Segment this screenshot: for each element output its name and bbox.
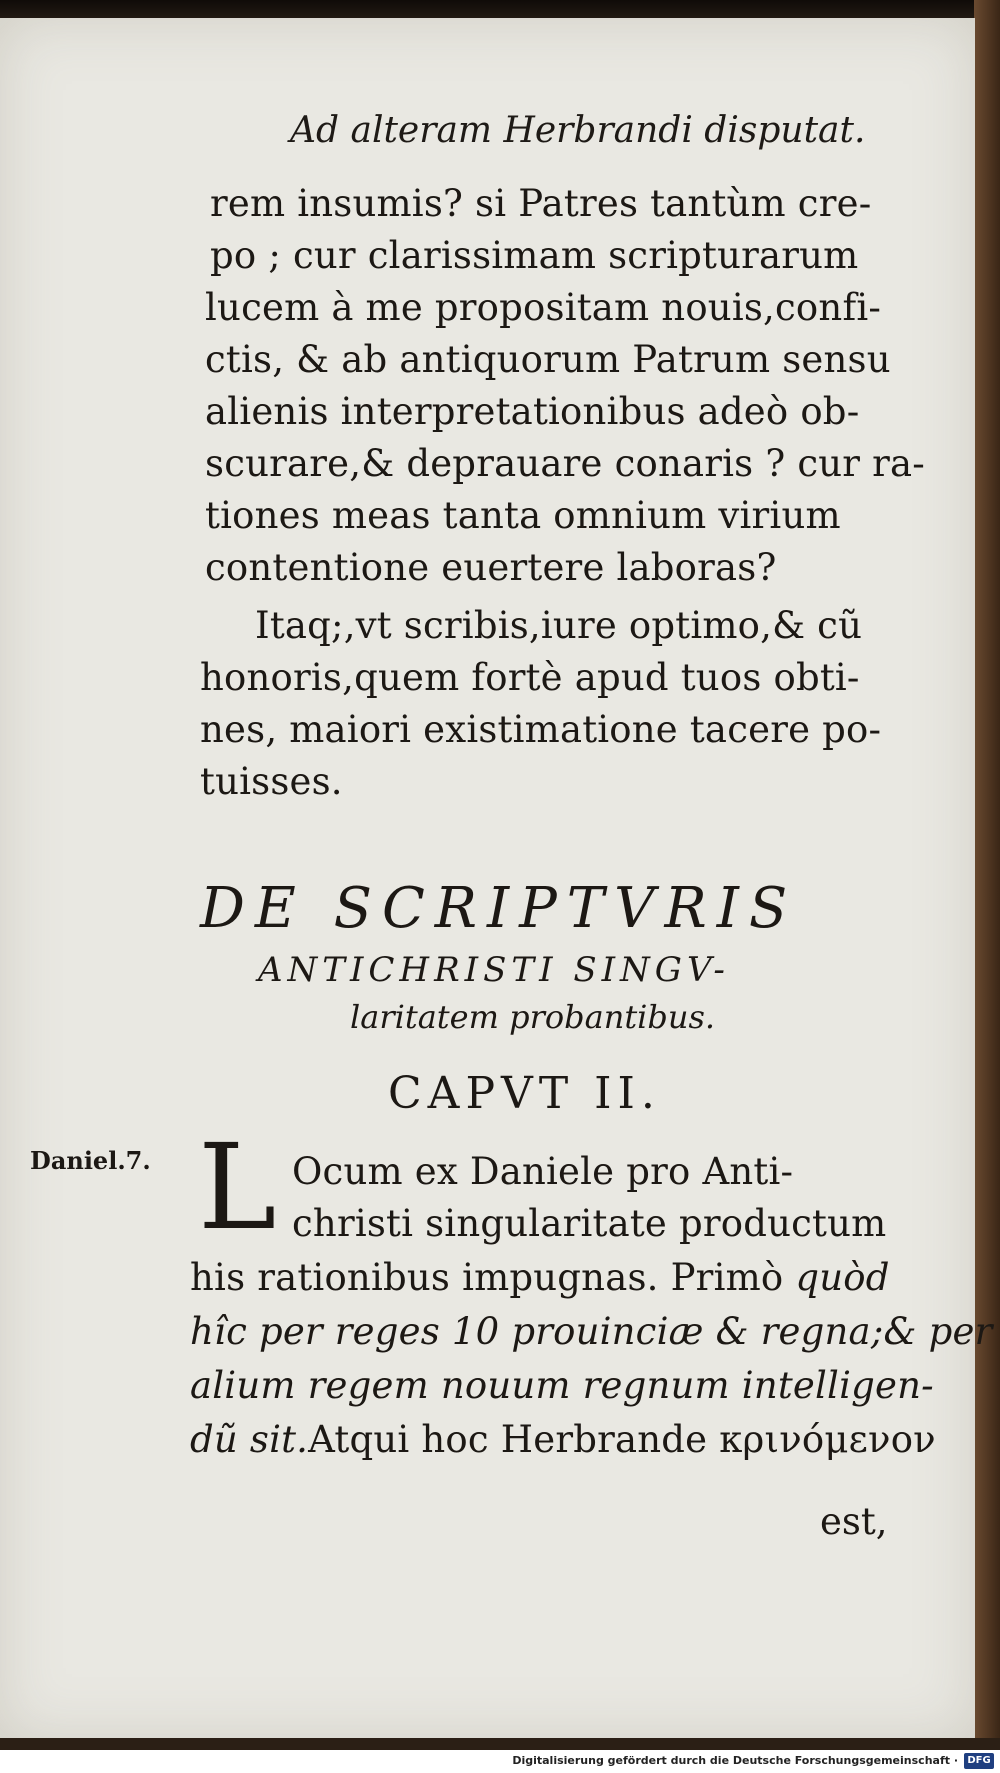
chapter-number: CAPVT II.	[388, 1068, 661, 1119]
text-line: Ocum ex Daniele pro Anti-	[292, 1150, 794, 1193]
text-line: po ; cur clarissimam scripturarum	[210, 234, 859, 277]
text-line: tuisses.	[200, 760, 343, 803]
text-line: hîc per reges 10 prouinciæ & regna;& per	[190, 1310, 993, 1353]
italic-segment: quòd	[795, 1256, 890, 1299]
text-line: scurare,& deprauare conaris ? cur ra-	[205, 442, 925, 485]
text-line	[190, 1256, 890, 1299]
text-line: lucem à me propositam nouis,confi-	[205, 286, 882, 329]
scan-bottom-edge	[0, 1738, 1000, 1750]
text-line: rem insumis? si Patres tantùm cre-	[210, 182, 872, 225]
running-head: Ad alteram Herbrandi disputat.	[290, 110, 866, 151]
chapter-title-line-2: ANTICHRISTI SINGV-	[258, 950, 730, 990]
text-line: nes, maiori existimatione tacere po-	[200, 708, 882, 751]
margin-note: Daniel.7.	[30, 1146, 151, 1175]
italic-segment: dũ sit.	[190, 1418, 309, 1461]
text-line: ctis, & ab antiquorum Patrum sensu	[205, 338, 891, 381]
text-line: alium regem nouum regnum intelligen-	[190, 1364, 934, 1407]
dfg-logo: DFG	[964, 1753, 994, 1769]
chapter-title-line-1: DE SCRIPTVRIS	[200, 876, 798, 941]
text-line: tiones meas tanta omnium virium	[205, 494, 841, 537]
text-line: Itaq;,vt scribis,iure optimo,& cũ	[255, 604, 863, 647]
drop-cap: L	[198, 1118, 277, 1256]
text-line: christi singularitate productum	[292, 1202, 887, 1245]
text-line	[190, 1418, 936, 1461]
chapter-title-line-3: laritatem probantibus.	[350, 998, 716, 1036]
text-segment: Atqui hoc Herbrande κρινόμενον	[308, 1418, 936, 1461]
text-segment: his rationibus impugnas. Primò	[190, 1256, 784, 1299]
text-line: honoris,quem fortè apud tuos obti-	[200, 656, 860, 699]
footer-credit: Digitalisierung gefördert durch die Deutsche Forschungsgemeinschaft ·	[512, 1754, 958, 1767]
footer-bar	[0, 1750, 1000, 1773]
text-line: contentione euertere laboras?	[205, 546, 777, 589]
scan-right-edge	[974, 0, 1000, 1773]
catchword: est,	[820, 1500, 888, 1543]
text-line: alienis interpretationibus adeò ob-	[205, 390, 860, 433]
